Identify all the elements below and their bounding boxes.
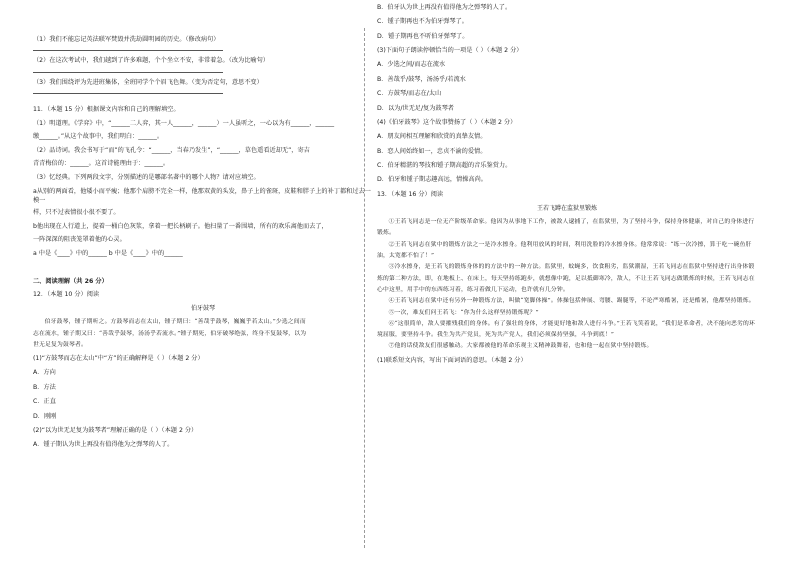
q13-para-4: ④王若飞同志在狱中还有另外一种锻炼方法，叫做“宽脚体操”。体操包括伸展、弯腰、踢腿等，不论严寒酷暑，还是酷暑，他都坚持锻炼。: [388, 298, 755, 305]
q12-4-option-d[interactable]: D．伯牙和锺子期志趣高远，情操高尚。: [377, 176, 487, 184]
q12-3-option-a[interactable]: A．少选之间/而志在流水: [377, 61, 446, 69]
q12-passage-title: 伯牙鼓琴: [190, 305, 215, 313]
q12-passage-p2: 志在流水，锺子期又曰：“善哉乎鼓琴，汤汤乎若流水。”锺子期死，伯牙破琴绝弦，终身不复鼓琴，以为: [33, 330, 307, 337]
left-column: [33, 36, 373, 450]
q12-1-option-d[interactable]: D．刚刚: [33, 412, 57, 420]
q11-1-line-b: 缴______。”从这个故事中，我们明白：______。: [33, 132, 164, 140]
q12-1-option-a[interactable]: A．方向: [33, 369, 56, 377]
q13-para-1: ①王若飞同志是一位无产阶级革命家。他因为从事地下工作，被敌人逮捕了，在监狱里，为了坚持斗争，保持身体健康，对自己的身体进行锻炼。: [377, 219, 755, 237]
item-1: （1）我们不能忘记英法联军焚毁并洗劫圆明园的历史。（修改病句）: [33, 36, 220, 43]
q13-passage-title: 王若飞蹲在监狱里锻炼: [536, 205, 597, 213]
section-2-title: 二、阅读理解（共 26 分）: [33, 278, 108, 286]
q12-4-option-c[interactable]: C．伯牙精湛的琴技和锺子期高超的音乐鉴赏力。: [377, 161, 512, 169]
q12-1: (1)“方鼓琴而志在太山”中“方”的正确解释是（ ）（本题 2 分）: [33, 355, 204, 363]
q12-3-option-d[interactable]: D．以为/世无足/复为鼓琴者: [377, 104, 454, 112]
q13-para-7: ⑦他的话使敌友们很感触动。大家都被他的革命乐观主义精神鼓舞着，也和他一起在狱中坚持锻炼。: [388, 343, 653, 350]
q12-1-option-b[interactable]: B．方法: [33, 383, 56, 391]
q12-passage-p1: 伯牙鼓琴，锺子期听之。方鼓琴而志在太山，锺子期曰：“善哉乎鼓琴，巍巍乎若太山。”少选之间而: [44, 319, 306, 326]
item-2: （2）在这次考试中，我们越到了许多难题，个个坐立不安，非常着急。（改为比喻句）: [33, 57, 269, 65]
q11-3-line-b: a从别的两面看，他矮小而平瘦；他那个肩膀不完全一样，他那双黄的头发，鼻子上的雀斑，皮鞋和胖子上的补丁都和过去一模一: [33, 188, 371, 204]
q13-para-5: ⑤一次，难友们问王若飞：“你为什么这样坚持锻炼呢？”: [388, 309, 539, 316]
q13-para-2: ②王若飞同志在狱中的锻炼方法之一是冷水擦身。他利用放风的时间，利用洗脸的冷水擦身体。他常常说：“练一次冷擦，算于吃一碗鱼肝油，太宽都不怕了！”: [377, 241, 752, 260]
q12-2-option-d[interactable]: D．锺子期再也不听伯牙弹琴了。: [377, 32, 469, 40]
q12-4-option-a[interactable]: A．朋友间相互理解和欣赏的真挚友情。: [377, 133, 487, 141]
q12-4-option-b[interactable]: B．恋人间始终如一，忠贞不渝的爱情。: [377, 147, 487, 155]
q12-2-option-c[interactable]: C．锺子期再也不为伯牙弹琴了。: [377, 18, 468, 26]
q12-heading: 12．（本题 10 分）阅读: [33, 290, 100, 298]
q11-3-line-c: 样，只不过表情很小很不要了。: [33, 208, 120, 216]
q11-3-answer-line: a 中是《____》中的______ b 中是《____》中的______: [33, 250, 183, 258]
q11-1-line-a: （1）明道理。《学弈》中，“______二人弈，其一人______，______）一人虽听之，一心以为有______，______: [33, 120, 335, 128]
q13-heading: 13．（本题 16 分）阅读: [377, 190, 444, 198]
q11-3-line-d: b他出现在人行道上，提着一桶白色灰浆，拿着一把长柄刷子。他扫量了一番围墙，所有的欢乐离他而去了，: [33, 223, 328, 231]
q12-1-option-c[interactable]: C．正直: [33, 398, 56, 406]
q11-heading: 11．（本题 15 分）根据课文内容和自己的理解填空。: [33, 106, 180, 114]
q12-3-option-c[interactable]: C．方鼓琴/而志在/太山: [377, 90, 442, 98]
answer-line[interactable]: [33, 50, 223, 51]
q12-passage-p3: 世无足复为鼓琴者。: [33, 341, 87, 348]
q12-2: (2)“以为世无足复为鼓琴者”理解正确的是（ ）（本题 2 分）: [33, 426, 198, 434]
q12-4: (4)《伯牙鼓琴》这个故事赞扬了（ ）（本题 2 分）: [377, 118, 517, 126]
answer-line[interactable]: [33, 93, 223, 94]
q13-para-3: ③冷水擦身，是王若飞的锻炼身体的的方法中的一种方法。监狱里，蚊蝇多，饮食粗劣，监狱潮湿，王若飞同志在监狱中坚持进行出身体锻炼的第二种方法，即，在地板上、在床上，每天坚持练跑步，就想像中跑，足以抵御寒冷，敌人，不让王若飞同志做锻炼的时候，王若飞同志在心中这里，用手中的东西练习着，练习着做几下运动，也许就有几分钟。: [377, 264, 755, 293]
q11-3-line-e: 一阵深深的阻丧笼罩着他的心灵。: [33, 235, 126, 243]
q11-2-line-b: 青青梅倍的：______。这首诗能理由于：______。: [33, 159, 170, 167]
q13-1: (1)联系短文内容，写出下面词语的意思。（本题 2 分）: [377, 356, 527, 364]
q12-2-option-b[interactable]: B．伯牙认为世上再没有值得他为之弹琴的人了。: [377, 4, 512, 11]
q11-2-line-a: （2）品诗词。我会书写于“而”的飞孔令：“______，当春乃发生”，“______，草色遥看近却无”，寄吉: [33, 147, 310, 155]
q12-3-option-b[interactable]: B．善哉乎/鼓琴，汤汤乎/若流水: [377, 75, 466, 83]
answer-line[interactable]: [33, 72, 223, 73]
item-3: （3）我们围绕评为先进班集体，全班同学个个眉飞色舞。（变为否定句，意思不变）: [33, 78, 263, 86]
q12-3: (3)下面句子朗读停顿恰当的一项是（ ）（本题 2 分）: [377, 47, 523, 55]
q13-para-6: ⑥“这很简单，敌人要摧残我们的身体。有了强壮的身体，才能更好地和敌人进行斗争。”王若飞笑着说，“我们是革命者，决不能向恶劣的环境屈服，要坚持斗争。我生为共产党员，死为共产党人，我们必须保持坚强，斗争到底！”: [377, 320, 755, 339]
q11-3-line-a: （3）忆经典。下列两段文字，分别描述的是哪部名著中的哪个人物？请对应填空。: [33, 173, 260, 181]
q12-2-option-a[interactable]: A．锺子期认为世上再没有值得他为之弹琴的人了。: [33, 441, 174, 449]
right-column: [377, 4, 757, 365]
